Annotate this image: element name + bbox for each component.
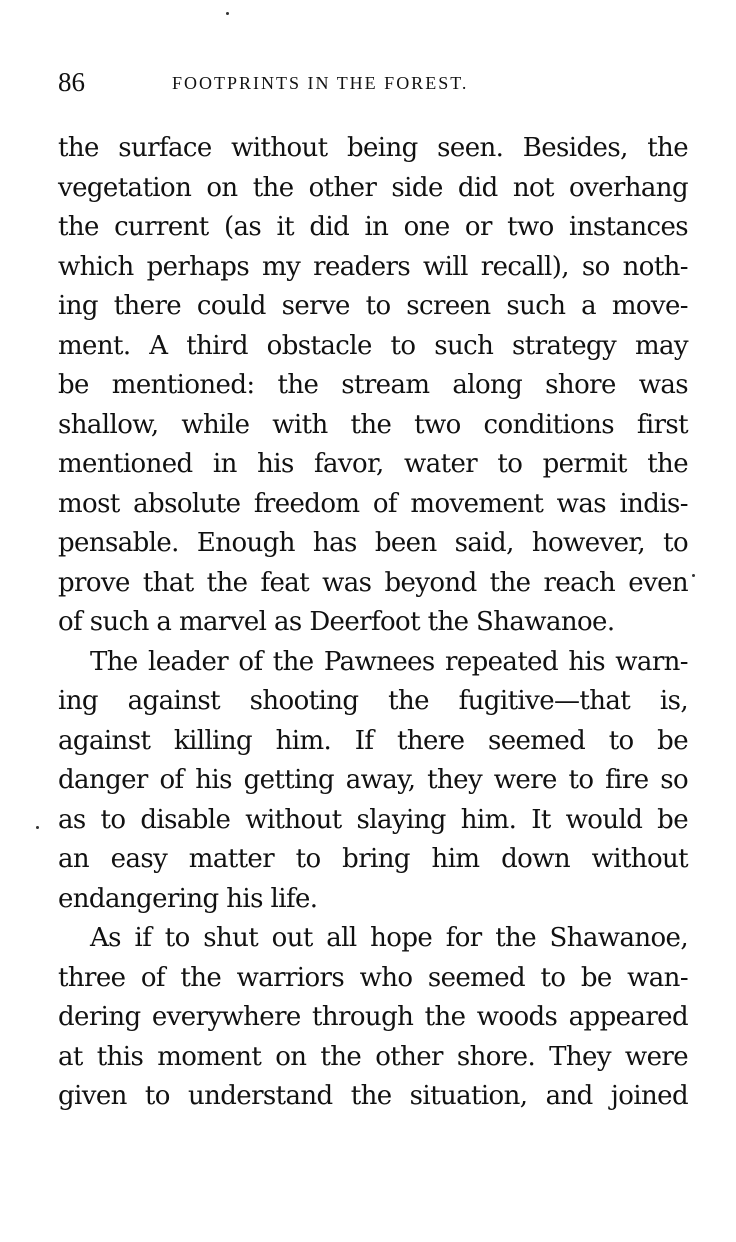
- text-line: ing against shooting the fugitive—that is,: [58, 686, 688, 716]
- text-line: most absolute freedom of movement was indis-: [58, 488, 688, 519]
- text-line: As if to shut out all hope for the Shawanoe,: [90, 923, 688, 953]
- text-line: danger of his getting away, they were to fire so: [58, 765, 688, 795]
- text-line: The leader of the Pawnees repeated his warn-: [90, 646, 688, 677]
- text-line: which perhaps my readers will recall), so noth-: [58, 251, 688, 282]
- text-line: three of the warriors who seemed to be wan-: [58, 962, 688, 993]
- print-speck: [692, 574, 695, 577]
- text-line: endangering his life.: [58, 883, 318, 914]
- running-title: FOOTPRINTS IN THE FOREST.: [172, 73, 469, 93]
- text-line: pensable. Enough has been said, however, to: [58, 528, 688, 558]
- print-speck: [226, 12, 229, 15]
- page-number: 86: [58, 67, 85, 97]
- text-line: given to understand the situation, and joined: [58, 1081, 688, 1111]
- text-line: vegetation on the other side did not overhang: [58, 172, 688, 203]
- text-line: mentioned in his favor, water to permit the: [58, 449, 688, 479]
- text-line: against killing him. If there seemed to be: [58, 725, 688, 756]
- text-line: as to disable without slaying him. It would be: [58, 804, 688, 835]
- text-line: the surface without being seen. Besides, the: [58, 133, 688, 163]
- text-line: an easy matter to bring him down without: [58, 844, 688, 874]
- text-line: ment. A third obstacle to such strategy may: [58, 330, 688, 361]
- text-line: prove that the feat was beyond the reach even: [58, 567, 688, 598]
- text-line: the current (as it did in one or two instances: [58, 212, 688, 242]
- text-line: at this moment on the other shore. They were: [58, 1041, 688, 1072]
- text-line: of such a marvel as Deerfoot the Shawanoe.: [58, 607, 615, 637]
- body-text: [58, 129, 688, 1117]
- text-line: dering everywhere through the woods appeared: [58, 1002, 688, 1032]
- text-line: shallow, while with the two conditions first: [58, 409, 688, 440]
- page-header: [58, 66, 688, 98]
- text-line: be mentioned: the stream along shore was: [58, 370, 688, 400]
- print-speck: [36, 826, 39, 829]
- text-line: ing there could serve to screen such a move-: [58, 291, 688, 321]
